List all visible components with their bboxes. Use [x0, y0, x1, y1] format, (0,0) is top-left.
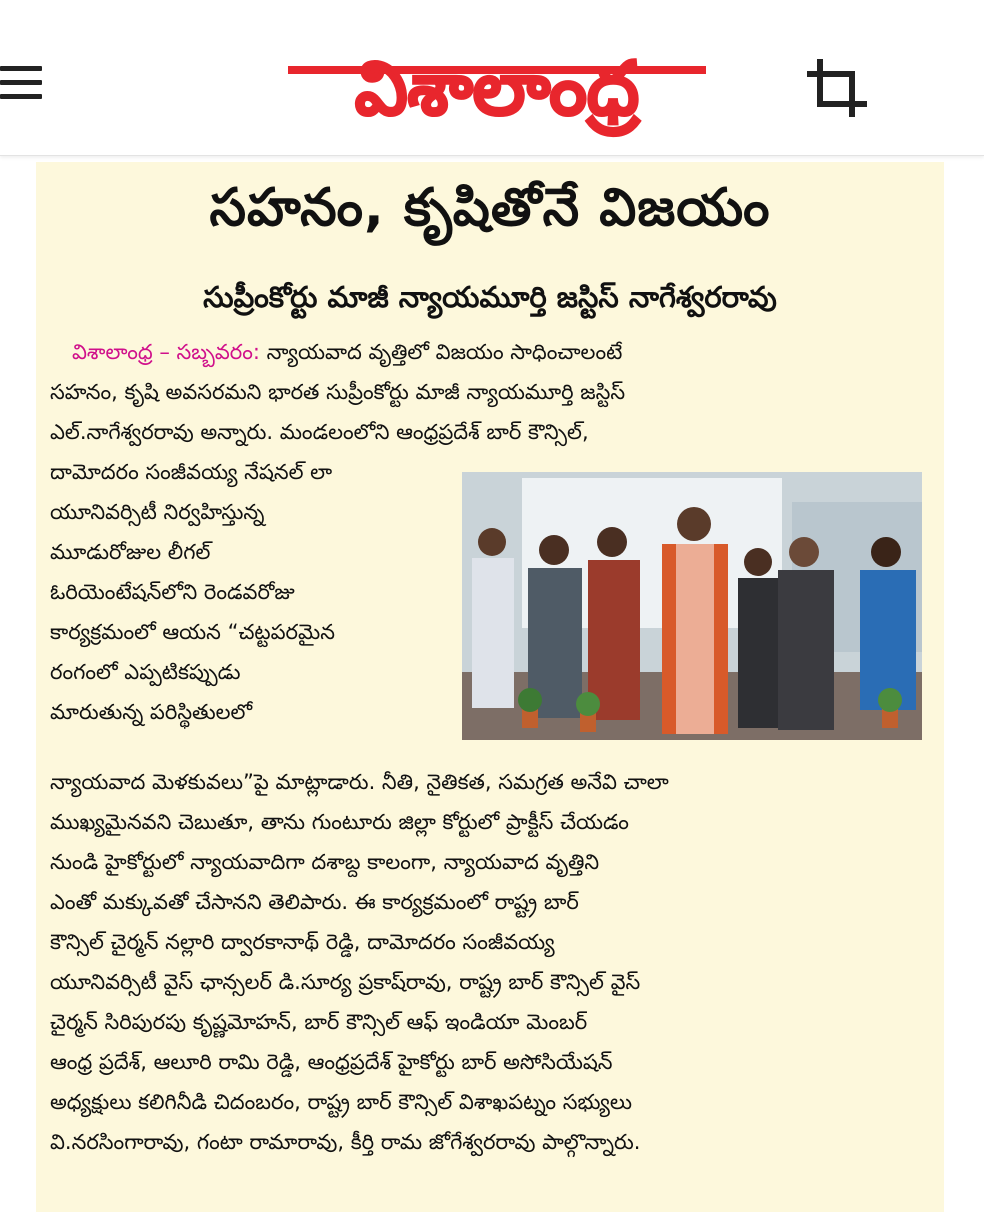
- article-line: ఓరియెంటేషన్‌లోని రెండవరోజు: [50, 580, 295, 604]
- article-line: ఆంధ్ర ప్రదేశ్, ఆలూరి రామి రెడ్డి, ఆంధ్రప్రదేశ్ హైకోర్టు బార్ అసోసియేషన్: [50, 1050, 613, 1074]
- hamburger-menu-icon[interactable]: [0, 66, 46, 110]
- article-line: వి.నరసింగారావు, గంటా రామారావు, కీర్తి రామ జోగేశ్వరరావు పాల్గొన్నారు.: [50, 1130, 641, 1154]
- article-line: దామోదరం సంజీవయ్య నేషనల్ లా: [50, 460, 333, 484]
- news-clipping: [36, 162, 944, 1212]
- article-line: ఎంతో మక్కువతో చేసానని తెలిపారు. ఈ కార్యక్రమంలో రాష్ట్ర బార్: [50, 890, 579, 914]
- event-photo-illustration: [462, 472, 922, 740]
- event-photo: [462, 472, 922, 740]
- article-body-bottom: [50, 762, 934, 1162]
- newspaper-logo[interactable]: [282, 26, 712, 138]
- article-line: కార్యక్రమంలో ఆయన “చట్టపరమైన: [50, 620, 335, 644]
- app-header: [0, 0, 984, 156]
- article-headline: సహనం, కృషితోనే విజయం: [209, 178, 771, 238]
- article-line: యూనివర్సిటీ వైస్ ఛాన్సలర్ డి.సూర్య ప్రకాష్‌రావు, రాష్ట్ర బార్ కౌన్సిల్ వైస్: [50, 970, 641, 994]
- article-line: రంగంలో ఎప్పటికప్పుడు: [50, 660, 241, 684]
- article-line: మూడురోజుల లీగల్: [50, 540, 211, 564]
- logo-text: విశాలాంధ్ర: [354, 46, 640, 132]
- crop-icon[interactable]: [806, 58, 870, 118]
- article-line: ఎల్.నాగేశ్వరరావు అన్నారు. మండలంలోని ఆంధ్రప్రదేశ్ బార్ కౌన్సిల్,: [50, 420, 589, 444]
- article-line: ముఖ్యమైనవని చెబుతూ, తాను గుంటూరు జిల్లా కోర్టులో ప్రాక్టీస్ చేయడం: [50, 810, 629, 834]
- article-subhead: సుప్రీంకోర్టు మాజీ న్యాయమూర్తి జస్టిస్ నాగేశ్వరరావు: [203, 280, 777, 314]
- article-line: న్యాయవాద వృత్తిలో విజయం సాధించాలంటే: [266, 340, 623, 364]
- article-dateline: విశాలాంధ్ర – సబ్బవరం:: [72, 340, 260, 364]
- article-line: మారుతున్న పరిస్థితులలో: [50, 700, 253, 724]
- article-line: చైర్మన్ సిరిపురపు కృష్ణమోహన్, బార్ కౌన్సిల్ ఆఫ్ ఇండియా మెంబర్: [50, 1010, 588, 1034]
- article-line: యూనివర్సిటీ నిర్వహిస్తున్న: [50, 500, 265, 524]
- article-line: న్యాయవాద మెళకువలు”పై మాట్లాడారు. నీతి, నైతికత, సమగ్రత అనేవి చాలా: [50, 770, 669, 794]
- article-line: కౌన్సిల్ చైర్మన్ నల్లారి ద్వారకానాథ్ రెడ్డి, దామోదరం సంజీవయ్య: [50, 930, 555, 954]
- article-line: నుండి హైకోర్టులో న్యాయవాదిగా దశాబ్ద కాలంగా, న్యాయవాద వృత్తిని: [50, 850, 600, 874]
- article-line: సహనం, కృషి అవసరమని భారత సుప్రీంకోర్టు మాజీ న్యాయమూర్తి జస్టిస్: [50, 380, 626, 404]
- article-line: అధ్యక్షులు కలిగినీడి చిదంబరం, రాష్ట్ర బార్ కౌన్సిల్ విశాఖపట్నం సభ్యులు: [50, 1090, 633, 1114]
